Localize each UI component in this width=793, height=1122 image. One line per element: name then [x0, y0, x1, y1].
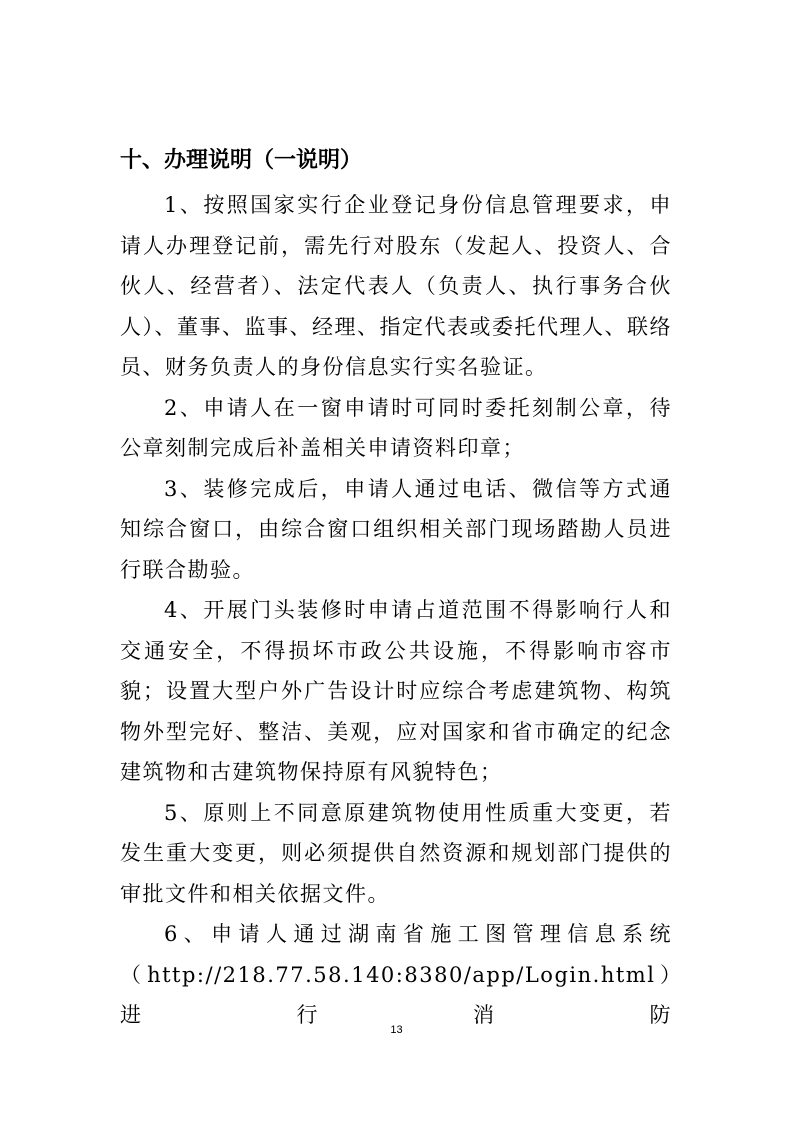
paragraph-3: 3、装修完成后，申请人通过电话、微信等方式通知综合窗口，由综合窗口组织相关部门现场踏勘人员进行联合勘验。	[120, 476, 672, 582]
paragraph-4: 4、开展门头装修时申请占道范围不得影响行人和交通安全，不得损坏市政公共设施，不得影响市容市貌；设置大型户外广告设计时应综合考虑建筑物、构筑物外型完好、整洁、美观，应对国家和省市确定的纪念建筑物和古建筑物保持原有风貌特色；	[120, 598, 672, 784]
paragraph-2: 2、申请人在一窗申请时可同时委托刻制公章，待公章刻制完成后补盖相关申请资料印章；	[120, 395, 672, 460]
section-body	[120, 185, 672, 1036]
paragraph-6: 6、申请人通过湖南省施工图管理信息系统（http://218.77.58.140:8380/app/Login.html）进行消防	[120, 922, 672, 1027]
section-heading: 十、办理说明（一说明）	[120, 148, 363, 173]
paragraph-5: 5、原则上不同意原建筑物使用性质重大变更，若发生重大变更，则必须提供自然资源和规划部门提供的审批文件和相关依据文件。	[120, 800, 672, 906]
page-number: 13	[390, 1024, 403, 1036]
paragraph-1: 1、按照国家实行企业登记身份信息管理要求，申请人办理登记前，需先行对股东（发起人、投资人、合伙人、经营者）、法定代表人（负责人、执行事务合伙人）、董事、监事、经理、指定代表或委托代理人、联络员、财务负责人的身份信息实行实名验证。	[120, 193, 672, 379]
